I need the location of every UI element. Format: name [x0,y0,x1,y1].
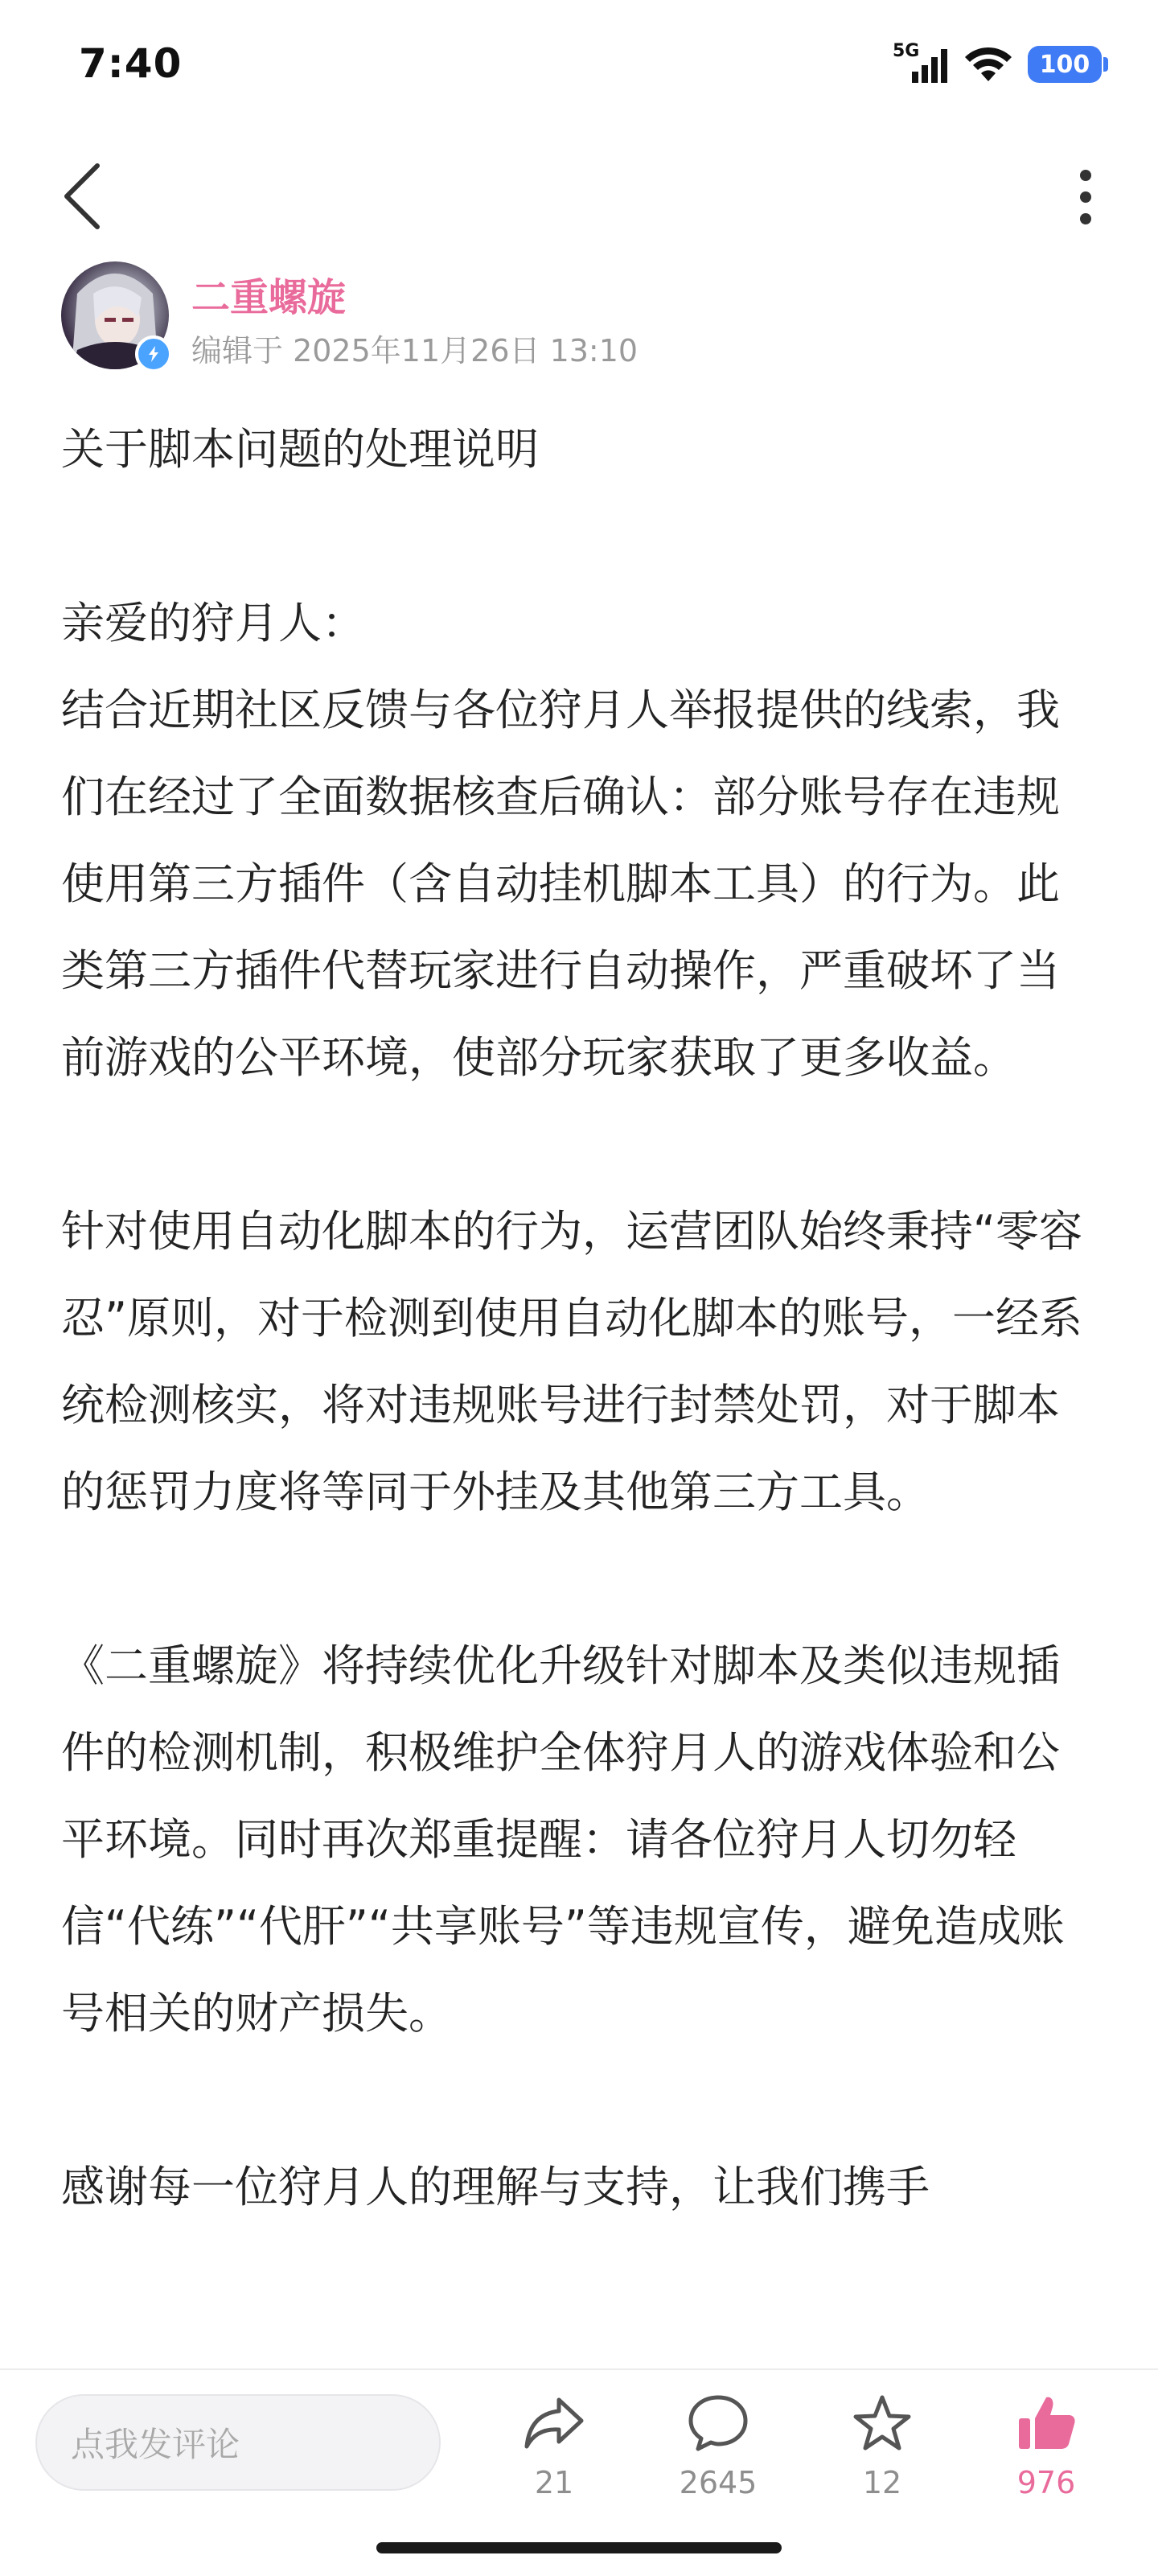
more-options-button[interactable] [1062,161,1110,233]
network-type-label: 5G [893,41,920,61]
favorite-count: 12 [862,2465,902,2500]
favorite-button[interactable] [814,2391,951,2512]
comment-button[interactable] [650,2391,786,2512]
more-vertical-icon [1078,169,1094,225]
paragraph-spacer [61,493,1098,580]
battery-icon [1028,46,1102,83]
share-icon [522,2391,586,2455]
article-paragraph: 结合近期社区反馈与各位狩月人举报提供的线索，我们在经过了全面数据核查后确认：部分账号存在违规使用第三方插件（含自动挂机脚本工具）的行为。此类第三方插件代替玩家进行自动操作，严重破坏了当前游戏的公平环境，使部分玩家获取了更多收益。 [61,685,1060,1083]
edit-time: 编辑于 2025年11月26日 13:10 [191,333,639,368]
article-paragraph: 针对使用自动化脚本的行为，运营团队始终秉持“零容忍”原则，对于检测到使用自动化脚本的账号，一经系统检测核实，将对违规账号进行封禁处罚，对于脚本的惩罚力度将等同于外挂及其他第三方工具。 [61,1206,1082,1517]
star-icon [850,2391,914,2455]
comment-count: 2645 [679,2465,758,2500]
status-time: 7:40 [79,40,183,87]
comment-input[interactable] [35,2394,441,2491]
paragraph-spacer [61,2057,1098,2144]
article-body [61,406,1098,2231]
thumbs-up-icon [1014,2391,1078,2455]
status-bar [0,0,1158,129]
share-button[interactable] [486,2391,622,2512]
paragraph-spacer [61,1101,1098,1188]
status-icons [893,42,1102,87]
author-info [61,261,1107,374]
article-paragraph: 《二重螺旋》将持续优化升级针对脚本及类似违规插件的检测机制，积极维护全体狩月人的游戏体验和公平环境。同时再次郑重提醒：请各位狩月人切勿轻信“代练”“代肝”“共享账号”等违规宣传，避免造成账号相关的财产损失。 [61,1640,1065,2039]
like-button[interactable] [978,2391,1115,2512]
article-title: 关于脚本问题的处理说明 [61,424,539,475]
share-count: 21 [534,2465,574,2500]
article-paragraph: 感谢每一位狩月人的理解与支持，让我们携手 [61,2162,930,2212]
like-count: 976 [1016,2465,1076,2500]
chevron-left-icon [62,163,102,230]
wifi-icon [963,44,1013,84]
author-name[interactable]: 二重螺旋 [191,275,347,320]
home-indicator[interactable] [376,2542,782,2553]
back-button[interactable] [53,158,111,235]
article-paragraph: 亲爱的狩月人： [61,598,365,648]
comment-placeholder: 点我发评论 [71,2425,240,2464]
bottom-action-bar [0,2368,1158,2576]
battery-level: 100 [1039,50,1090,79]
paragraph-spacer [61,1536,1098,1623]
signal-icon [893,41,949,84]
comment-icon [686,2391,750,2455]
verified-badge-icon [135,335,172,372]
